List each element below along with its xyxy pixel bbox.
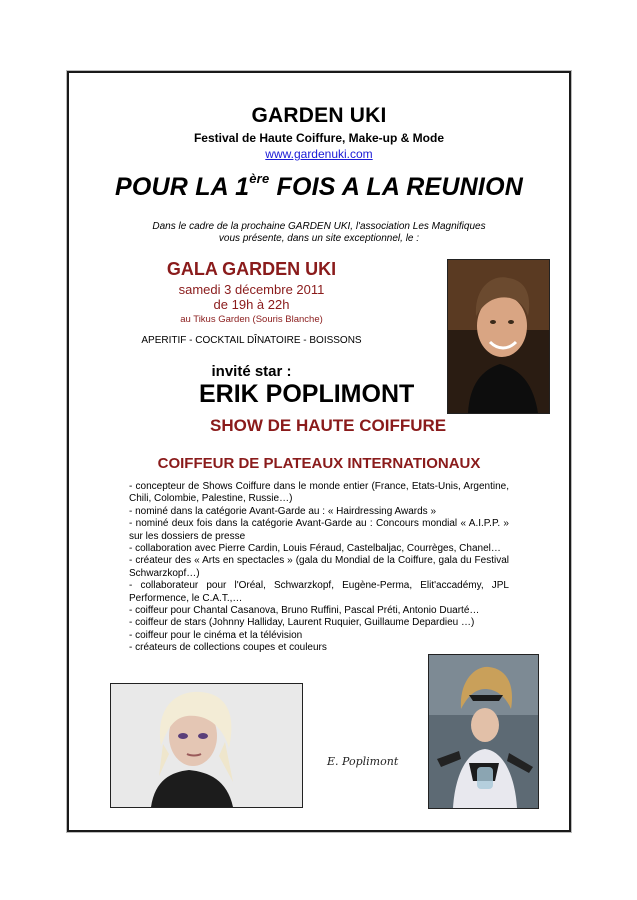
event-offer: APERITIF - COCKTAIL DÎNATOIRE - BOISSONS	[141, 335, 362, 346]
headline-superscript: ère	[249, 171, 270, 186]
list-item: - nominé dans la catégorie Avant-Garde au : « Hairdressing Awards »	[129, 505, 437, 517]
flyer-frame	[67, 71, 571, 832]
show-title: SHOW DE HAUTE COIFFURE	[210, 416, 447, 435]
list-item: - collaboration avec Pierre Cardin, Louis Féraud, Castelbaljac, Courrèges, Chanel…	[129, 543, 501, 555]
blonde-model-photo	[110, 683, 303, 808]
signature: E. Poplimont	[327, 755, 399, 768]
headline	[69, 173, 569, 202]
festival-subtitle: Festival de Haute Coiffure, Make-up & Mode	[193, 131, 445, 145]
headline-prefix: POUR LA 1	[115, 173, 250, 201]
list-item: - créateur des « Arts en spectacles » (gala du Mondial de la Coiffure, gala du Festival Schwarzkopf…)	[129, 555, 509, 579]
portrait-photo	[447, 259, 550, 414]
list-item: - coiffeur pour Chantal Casanova, Bruno Ruffini, Pascal Préti, Antonio Duarté…	[129, 605, 480, 617]
intro-text	[69, 221, 569, 245]
guest-name: ERIK POPLIMONT	[199, 380, 415, 408]
career-heading: COIFFEUR DE PLATEAUX INTERNATIONAUX	[157, 455, 481, 472]
event-date: samedi 3 décembre 2011	[178, 282, 325, 297]
headline-suffix: FOIS A LA REUNION	[269, 173, 523, 201]
event-venue: au Tikus Garden (Souris Blanche)	[180, 314, 323, 325]
event-time: de 19h à 22h	[213, 297, 290, 312]
list-item: - concepteur de Shows Coiffure dans le monde entier (France, Etats-Unis, Argentine, Chili, Colombie, Palestine, Russie…)	[129, 481, 509, 505]
list-item: - collaborateur pour l'Oréal, Schwarzkopf, Eugène-Perma, Elit'accadémy, JPL Performence, le C.A.T.,…	[129, 580, 509, 604]
event-title: GALA GARDEN UKI	[166, 259, 337, 279]
page-title: GARDEN UKI	[251, 104, 387, 127]
costume-model-photo	[428, 654, 539, 809]
intro-line-2: vous présente, dans un site exceptionnel, le :	[218, 233, 420, 244]
intro-line-1: Dans le cadre de la prochaine GARDEN UKI, l'association Les Magnifiques	[152, 221, 486, 232]
list-item: - nominé deux fois dans la catégorie Avant-Garde au : Concours mondial « A.I.P.P. » sur les dossiers de presse	[129, 518, 509, 542]
website-link[interactable]: www.gardenuki.com	[265, 147, 373, 161]
career-list	[129, 481, 509, 655]
list-item: - coiffeur de stars (Johnny Halliday, Laurent Ruquier, Guillaume Depardieu …)	[129, 617, 475, 629]
guest-label: invité star :	[211, 363, 292, 380]
list-item: - créateurs de collections coupes et couleurs	[129, 642, 327, 654]
list-item: - coiffeur pour le cinéma et la télévision	[129, 629, 303, 641]
